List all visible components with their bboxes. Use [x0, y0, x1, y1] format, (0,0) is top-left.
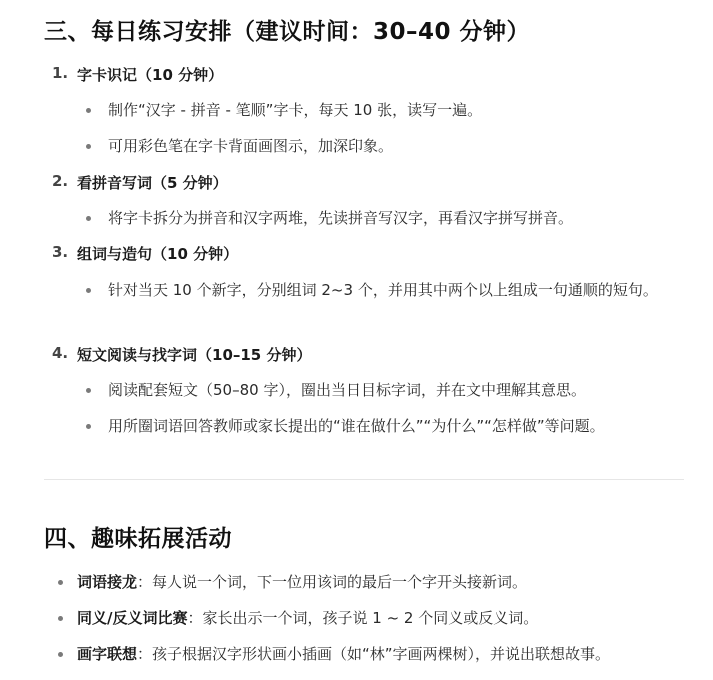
step-number: 3. — [52, 243, 69, 261]
bullet-text — [77, 640, 610, 668]
bullet-dot — [86, 144, 91, 149]
activity-term: 词语接龙 — [77, 573, 138, 591]
bullet-text: 用所圈词语回答教师或家长提出的“谁在做什么”“为什么”“怎样做”等问题。 — [108, 417, 605, 435]
step-title: 看拼音写词（5 分钟） — [77, 174, 228, 192]
bullet-text: 制作“汉字 - 拼音 - 笔顺”字卡，每天 10 张，读写一遍。 — [108, 101, 483, 119]
bullet-text: 将字卡拆分为拼音和汉字两堆，先读拼音写汉字，再看汉字拼写拼音。 — [108, 209, 574, 227]
step-number: 1. — [52, 64, 69, 82]
bullet-text — [77, 568, 527, 596]
step-title: 字卡识记（10 分钟） — [77, 66, 224, 84]
step-number: 2. — [52, 172, 69, 190]
section-divider — [44, 479, 684, 480]
section-3-heading: 三、每日练习安排（建议时间：30–40 分钟） — [44, 19, 531, 45]
bullet-dot — [86, 388, 91, 393]
bullet-dot — [58, 652, 63, 657]
activity-description: ：每人说一个词，下一位用该词的最后一个字开头接新词。 — [137, 573, 528, 591]
bullet-dot — [86, 424, 91, 429]
step-title: 短文阅读与找字词（10–15 分钟） — [77, 346, 312, 364]
bullet-dot — [58, 616, 63, 621]
activity-term: 画字联想 — [77, 645, 138, 663]
activity-description: ：家长出示一个词，孩子说 1 ~ 2 个同义或反义词。 — [187, 609, 539, 627]
section-4-heading: 四、趣味拓展活动 — [44, 526, 232, 552]
activity-term: 同义/反义词比赛 — [77, 609, 188, 627]
activity-description: ：孩子根据汉字形状画小插画（如“林”字画两棵树），并说出联想故事。 — [137, 645, 611, 663]
bullet-dot — [58, 580, 63, 585]
bullet-text — [77, 604, 538, 632]
bullet-dot — [86, 216, 91, 221]
step-number: 4. — [52, 344, 69, 362]
bullet-dot — [86, 288, 91, 293]
bullet-text: 针对当天 10 个新字，分别组词 2~3 个，并用其中两个以上组成一句通顺的短句。 — [108, 281, 658, 299]
bullet-text: 阅读配套短文（50–80 字），圈出当日目标字词，并在文中理解其意思。 — [108, 381, 586, 399]
bullet-dot — [86, 108, 91, 113]
step-title: 组词与造句（10 分钟） — [77, 245, 239, 263]
bullet-text: 可用彩色笔在字卡背面画图示，加深印象。 — [108, 137, 394, 155]
